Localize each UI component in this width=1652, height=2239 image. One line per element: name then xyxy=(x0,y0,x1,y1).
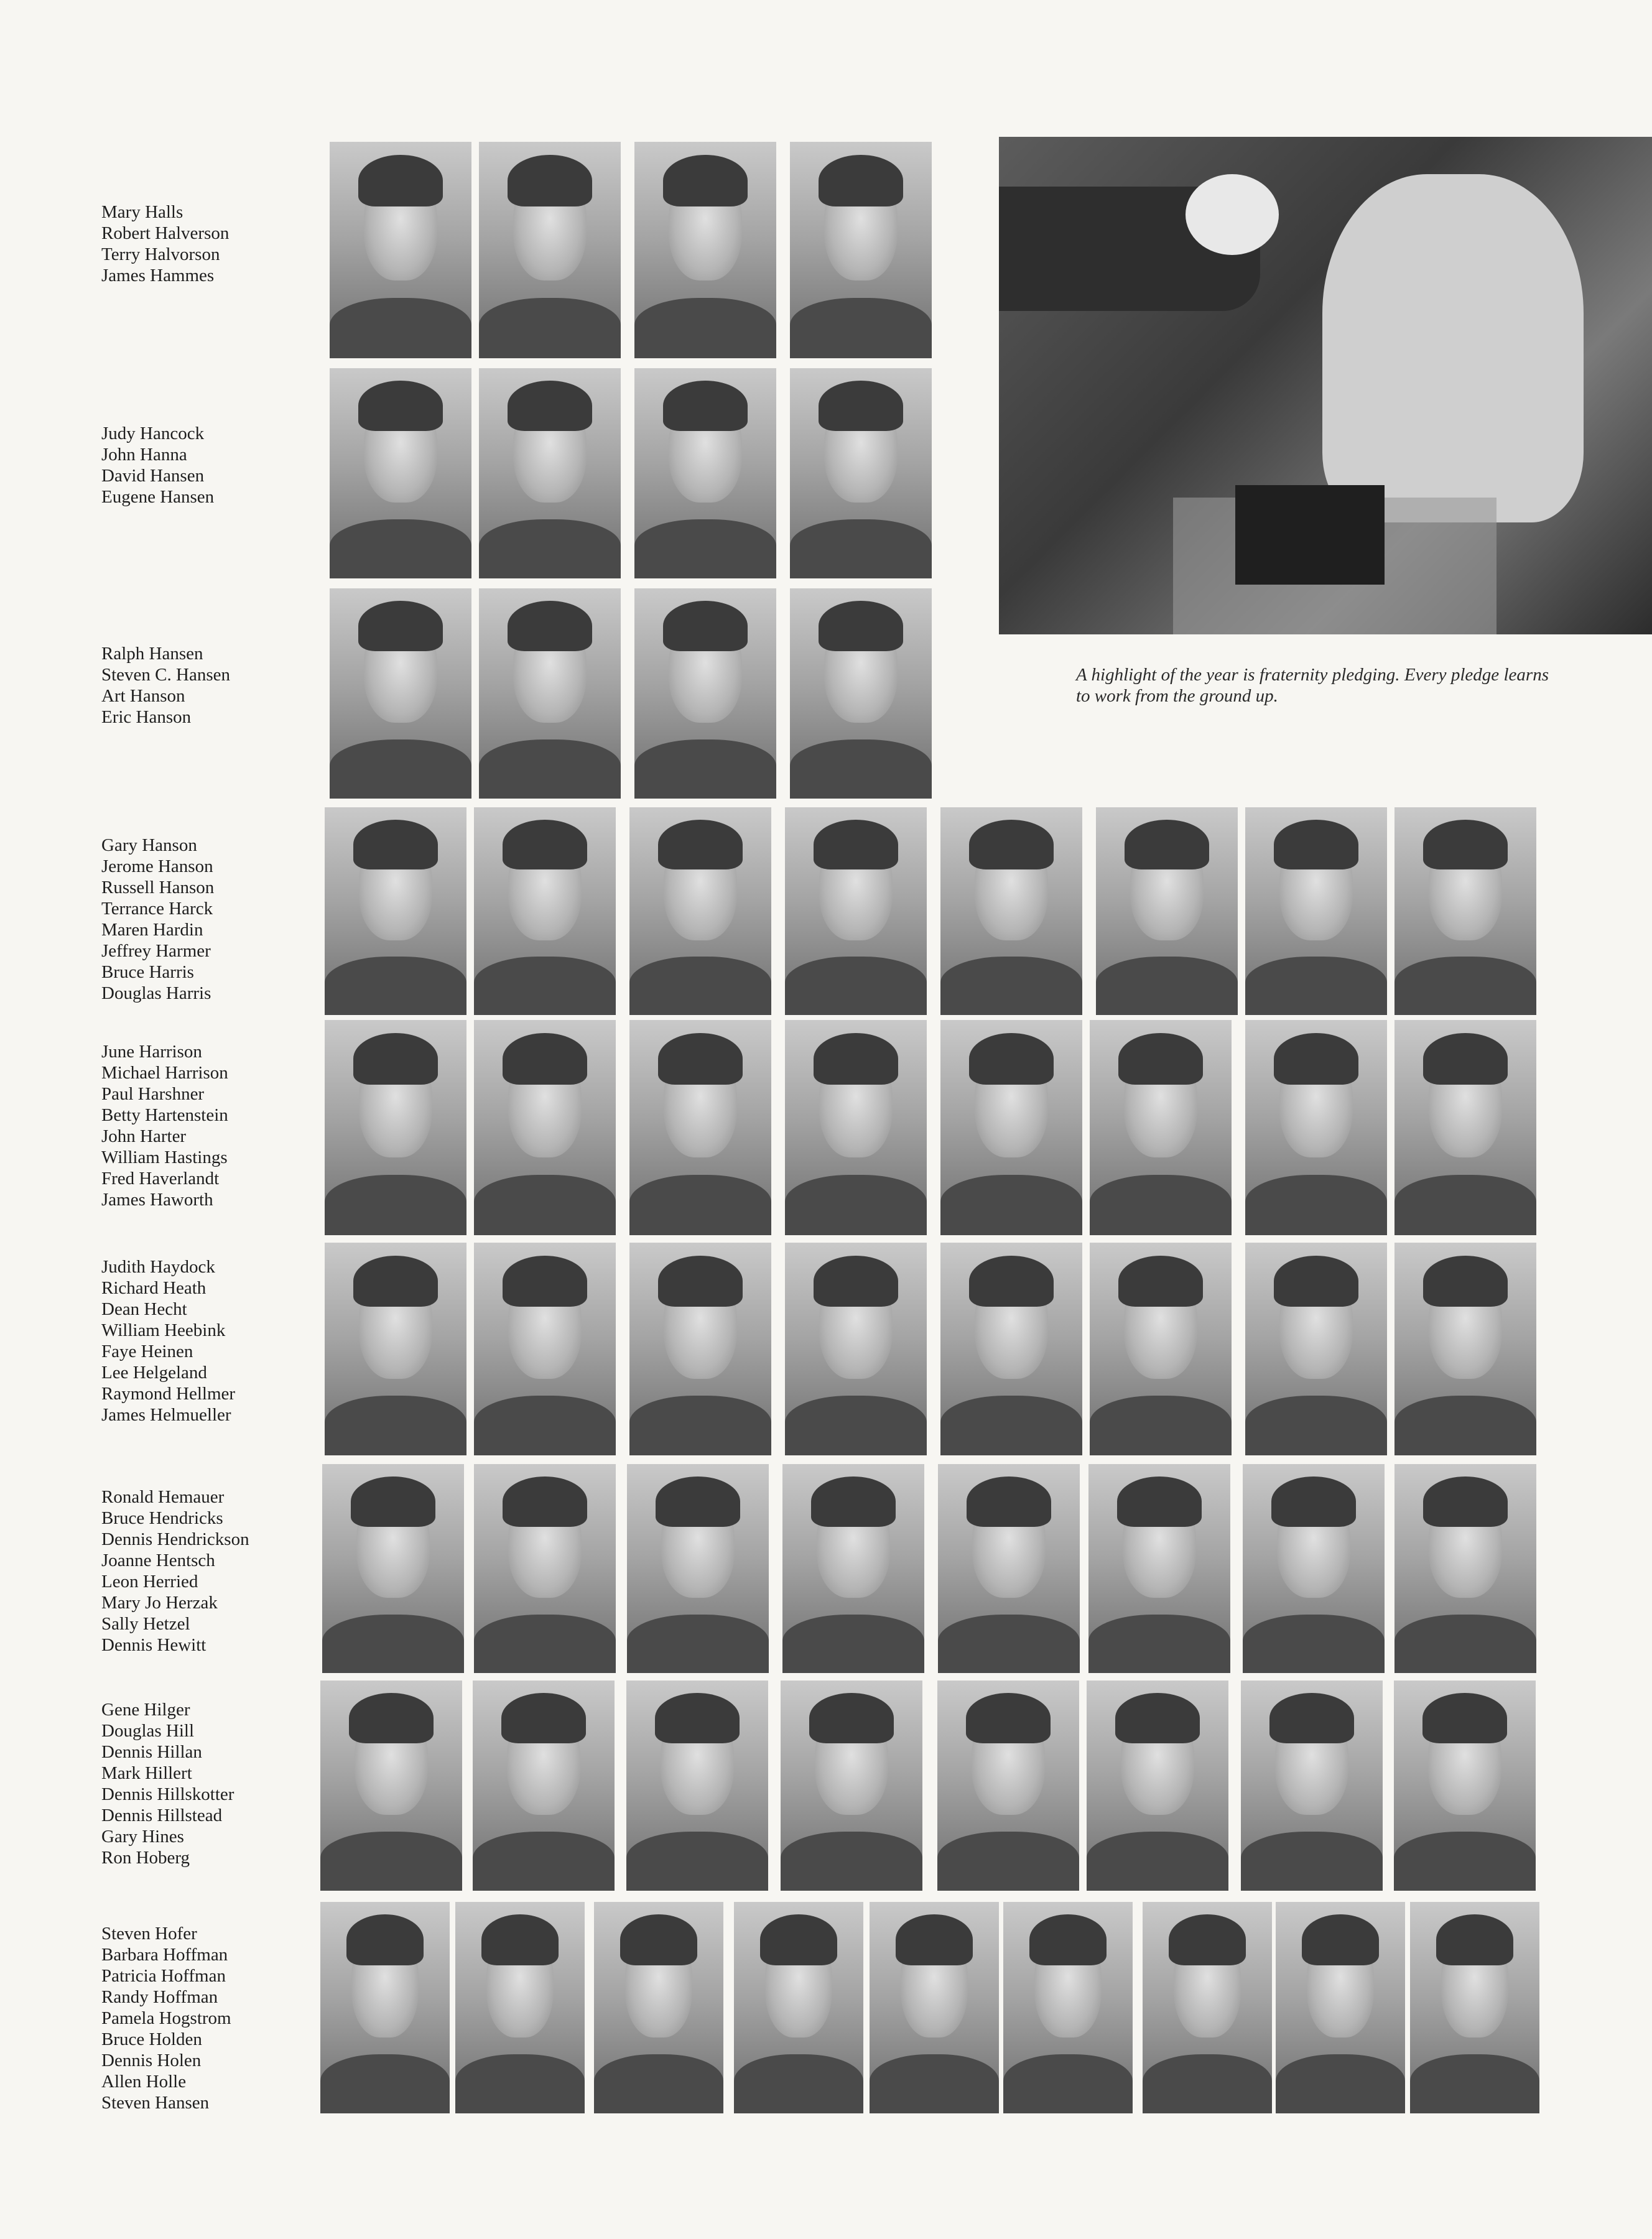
student-portrait xyxy=(1394,807,1536,1015)
student-name: Dennis Hillan xyxy=(101,1742,202,1762)
student-portrait xyxy=(785,1020,927,1235)
student-portrait xyxy=(330,368,471,578)
student-portrait xyxy=(1241,1680,1383,1891)
student-name: Steven Hofer xyxy=(101,1924,197,1944)
student-name: Mary Jo Herzak xyxy=(101,1593,218,1613)
name-list xyxy=(101,202,229,286)
student-portrait xyxy=(734,1902,863,2113)
student-portrait xyxy=(629,807,771,1015)
student-name: Dennis Hendrickson xyxy=(101,1529,249,1549)
student-portrait xyxy=(1143,1902,1272,2113)
student-name: Bruce Hendricks xyxy=(101,1508,223,1528)
student-name: Dennis Hillstead xyxy=(101,1806,223,1825)
student-portrait xyxy=(634,368,776,578)
student-portrait xyxy=(790,368,932,578)
student-name: Dennis Holen xyxy=(101,2051,202,2070)
student-portrait xyxy=(790,142,932,358)
student-name: Judy Hancock xyxy=(101,424,205,443)
student-name: Maren Hardin xyxy=(101,920,203,940)
student-name: James Helmueller xyxy=(101,1405,231,1425)
student-portrait xyxy=(325,1020,466,1235)
student-portrait xyxy=(1394,1243,1536,1455)
student-portrait xyxy=(594,1902,723,2113)
student-name: Jeffrey Harmer xyxy=(101,941,211,961)
student-name: Steven C. Hansen xyxy=(101,665,230,685)
name-list xyxy=(101,423,214,508)
student-name: June Harrison xyxy=(101,1042,202,1062)
student-portrait xyxy=(1096,807,1238,1015)
student-name: Fred Haverlandt xyxy=(101,1169,220,1189)
student-name: Richard Heath xyxy=(101,1278,206,1298)
student-row xyxy=(0,1464,1652,1673)
student-row xyxy=(0,1020,1652,1235)
student-row xyxy=(0,142,1652,358)
student-portrait xyxy=(629,1243,771,1455)
student-portrait xyxy=(474,807,616,1015)
student-name: Douglas Harris xyxy=(101,983,211,1003)
student-portrait xyxy=(626,1680,768,1891)
student-portrait xyxy=(634,588,776,799)
student-name: Raymond Hellmer xyxy=(101,1384,236,1404)
student-name: Douglas Hill xyxy=(101,1721,195,1741)
student-portrait xyxy=(940,1243,1082,1455)
student-portrait xyxy=(1394,1680,1536,1891)
student-portrait xyxy=(1394,1464,1536,1673)
student-name: Paul Harshner xyxy=(101,1084,205,1104)
name-list xyxy=(101,835,214,1004)
student-name: Terrance Harck xyxy=(101,899,213,919)
name-list xyxy=(101,643,230,728)
student-name: Randy Hoffman xyxy=(101,1987,218,2007)
student-name: Allen Holle xyxy=(101,2072,187,2092)
student-portrait xyxy=(1410,1902,1539,2113)
name-list xyxy=(101,1256,235,1425)
student-row xyxy=(0,807,1652,1015)
student-name: Barbara Hoffman xyxy=(101,1945,228,1965)
student-name: Art Hanson xyxy=(101,686,185,706)
student-portrait xyxy=(479,368,621,578)
student-portrait xyxy=(1090,1243,1232,1455)
student-portrait xyxy=(474,1020,616,1235)
photo-caption: A highlight of the year is fraternity pledging. Every pledge learns to work from the ground up. xyxy=(1076,665,1549,706)
student-portrait xyxy=(782,1464,924,1673)
student-name: Judith Haydock xyxy=(101,1257,215,1277)
student-name: Gary Hanson xyxy=(101,835,197,855)
student-name: Russell Hanson xyxy=(101,878,215,897)
student-portrait xyxy=(473,1680,615,1891)
student-portrait xyxy=(629,1020,771,1235)
student-portrait xyxy=(479,142,621,358)
student-portrait xyxy=(785,807,927,1015)
student-name: Bruce Holden xyxy=(101,2029,202,2049)
student-portrait xyxy=(330,142,471,358)
student-name: Ron Hoberg xyxy=(101,1848,190,1868)
name-list xyxy=(101,1699,234,1868)
student-portrait xyxy=(320,1902,450,2113)
student-name: Dean Hecht xyxy=(101,1299,187,1319)
student-portrait xyxy=(870,1902,999,2113)
student-name: William Heebink xyxy=(101,1320,226,1340)
student-name: Pamela Hogstrom xyxy=(101,2008,231,2028)
student-portrait xyxy=(790,588,932,799)
student-portrait xyxy=(455,1902,585,2113)
student-name: John Harter xyxy=(101,1126,187,1146)
student-portrait xyxy=(320,1680,462,1891)
student-name: Mark Hillert xyxy=(101,1763,192,1783)
student-portrait xyxy=(937,1680,1079,1891)
student-name: Mary Halls xyxy=(101,202,183,222)
student-name: Gene Hilger xyxy=(101,1700,190,1720)
student-name: Bruce Harris xyxy=(101,962,194,982)
student-row xyxy=(0,368,1652,578)
student-portrait xyxy=(627,1464,769,1673)
student-portrait xyxy=(330,588,471,799)
student-name: Betty Hartenstein xyxy=(101,1105,228,1125)
student-portrait xyxy=(1243,1464,1385,1673)
student-name: Lee Helgeland xyxy=(101,1363,207,1383)
student-portrait xyxy=(474,1464,616,1673)
student-portrait xyxy=(1245,1243,1387,1455)
student-portrait xyxy=(1245,807,1387,1015)
student-name: David Hansen xyxy=(101,466,205,486)
student-portrait xyxy=(1245,1020,1387,1235)
student-name: Ralph Hansen xyxy=(101,644,203,664)
student-row xyxy=(0,1680,1652,1891)
student-name: Faye Heinen xyxy=(101,1342,193,1361)
student-name: Jerome Hanson xyxy=(101,856,213,876)
student-name: Patricia Hoffman xyxy=(101,1966,226,1986)
student-name: Sally Hetzel xyxy=(101,1614,190,1634)
student-portrait xyxy=(938,1464,1080,1673)
student-name: Michael Harrison xyxy=(101,1063,228,1083)
student-portrait xyxy=(940,807,1082,1015)
name-list xyxy=(101,1041,228,1210)
student-portrait xyxy=(634,142,776,358)
student-name: Dennis Hewitt xyxy=(101,1635,206,1655)
student-portrait xyxy=(479,588,621,799)
name-list xyxy=(101,1923,231,2113)
student-portrait xyxy=(474,1243,616,1455)
student-portrait xyxy=(1090,1020,1232,1235)
name-list xyxy=(101,1486,249,1656)
student-name: John Hanna xyxy=(101,445,187,465)
student-portrait xyxy=(1087,1680,1228,1891)
student-portrait xyxy=(940,1020,1082,1235)
student-portrait xyxy=(325,807,466,1015)
student-portrait xyxy=(1003,1902,1133,2113)
student-name: Terry Halvorson xyxy=(101,244,220,264)
student-row xyxy=(0,1243,1652,1455)
student-row xyxy=(0,588,1652,799)
student-portrait xyxy=(1088,1464,1230,1673)
student-name: Gary Hines xyxy=(101,1827,184,1847)
student-row xyxy=(0,1902,1652,2113)
student-name: Eric Hanson xyxy=(101,707,192,727)
student-name: James Haworth xyxy=(101,1190,213,1210)
student-name: William Hastings xyxy=(101,1147,228,1167)
student-name: Dennis Hillskotter xyxy=(101,1784,234,1804)
student-portrait xyxy=(322,1464,464,1673)
student-portrait xyxy=(781,1680,922,1891)
student-portrait xyxy=(785,1243,927,1455)
student-name: Joanne Hentsch xyxy=(101,1551,215,1570)
student-name: Leon Herried xyxy=(101,1572,198,1592)
student-portrait xyxy=(325,1243,466,1455)
student-name: Ronald Hemauer xyxy=(101,1487,225,1507)
student-name: Steven Hansen xyxy=(101,2093,210,2113)
student-name: Robert Halverson xyxy=(101,223,230,243)
student-portrait xyxy=(1276,1902,1405,2113)
student-name: Eugene Hansen xyxy=(101,487,215,507)
student-portrait xyxy=(1394,1020,1536,1235)
student-name: James Hammes xyxy=(101,266,215,285)
